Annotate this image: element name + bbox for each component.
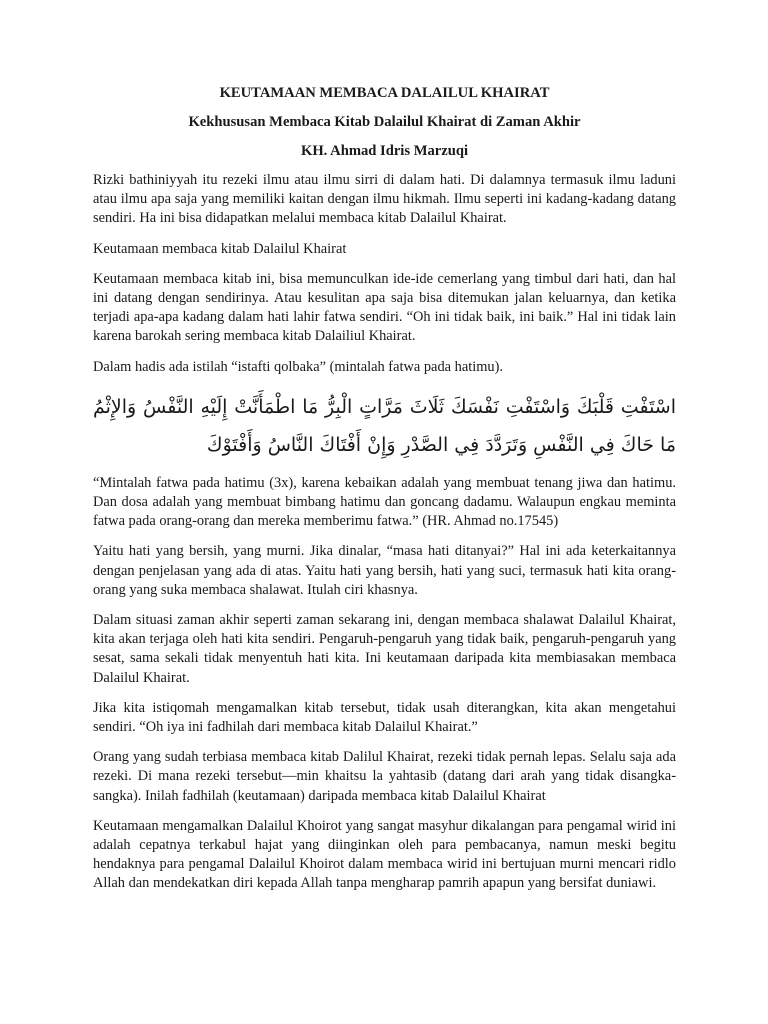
document-title: KEUTAMAAN MEMBACA DALAILUL KHAIRAT: [219, 85, 550, 101]
paragraph-4: Dalam hadis ada istilah “istafti qolbaka” (mintalah fatwa pada hatimu).: [93, 358, 503, 375]
paragraph-5: “Mintalah fatwa pada hatimu (3x), karena kebaikan adalah yang membuat tenang jiwa dan hatimu. Dan dosa adalah yang membuat bimbang hatimu dan goncang dadamu. Walaupun engkau meminta fatwa pada orang-orang dan mereka memberimu fatwa.” (HR. Ahmad no.17545): [93, 474, 676, 530]
paragraph-8: Jika kita istiqomah mengamalkan kitab tersebut, tidak usah diterangkan, kita akan mengetahui sendiri. “Oh iya ini fadhilah dari membaca kitab Dalailul Khairat.”: [93, 699, 676, 736]
paragraph-7: Dalam situasi zaman akhir seperti zaman sekarang ini, dengan membaca shalawat Dalailul Khairat, kita akan terjaga oleh hati kita sendiri. Pengaruh-pengaruh yang tidak baik, pengaruh-pengaruh yang sesat, sama sekali tidak menyentuh hati kita. Ini keutamaan daripada kita membiasakan membaca Dalailul Khairat.: [93, 612, 676, 686]
paragraph-1: Rizki bathiniyyah itu rezeki ilmu atau ilmu sirri di dalam hati. Di dalamnya termasuk ilmu laduni atau ilmu apa saja yang memiliki kaitan dengan ilmu hikmah. Ilmu seperti ini kadang-kadang datang sendiri. Ha ini bisa didapatkan melalui membaca kitab Dalailul Khairat.: [93, 172, 676, 227]
paragraph-2: Keutamaan membaca kitab Dalailul Khairat: [93, 240, 347, 257]
document-subtitle: Kekhususan Membaca Kitab Dalailul Khairat di Zaman Akhir: [188, 114, 581, 130]
arabic-hadith-text: اسْتَفْتِ قَلْبَكَ وَاسْتَفْتِ نَفْسَكَ ثَلَاثَ مَرَّاتٍ الْبِرُّ مَا اطْمَأَنَّتْ إِلَيْهِ النَّفْسُ وَالإِثْمُ مَا حَاكَ فِي النَّفْسِ وَتَرَدَّدَ فِي الصَّدْرِ وَإِنْ أَفْتَاكَ النَّاسُ وَأَفْتَوْكَ: [93, 395, 676, 456]
paragraph-3: Keutamaan membaca kitab ini, bisa memunculkan ide-ide cemerlang yang timbul dari hati, dan hal ini datang dengan sendirinya. Atau kesulitan apa saja bisa ditemukan jalan keluarnya, dan ketika terjadi apa-apa kadang dalam hati lahir fatwa sendiri. “Oh ini tidak baik, ini baik.” Hal ini tidak lain karena barokah sering membaca kitab Dalailiul Khairat.: [93, 270, 676, 345]
paragraph-6: Yaitu hati yang bersih, yang murni. Jika dinalar, “masa hati ditanyai?” Hal ini ada keterkaitannya dengan penjelasan yang ada di atas. Yaitu hati yang bersih, hati yang suci, termasuk hati kita orang-orang yang suka membaca shalawat. Itulah ciri khasnya.: [93, 543, 676, 598]
paragraph-10: Keutamaan mengamalkan Dalailul Khoirot yang sangat masyhur dikalangan para pengamal wirid ini adalah cepatnya terkabul hajat yang diinginkan oleh para pembacanya, namun meski begitu hendaknya para pengamal Dalailul Khoirot dalam membaca wirid ini bertujuan murni mencari ridlo Allah dan mendekatkan diri kepada Allah tanpa mengharap pamrih apapun yang bersifat duniawi.: [93, 817, 676, 892]
paragraph-9: Orang yang sudah terbiasa membaca kitab Dalilul Khairat, rezeki tidak pernah lepas. Selalu saja ada rezeki. Di mana rezeki tersebut—min khaitsu la yahtasib (datang dari arah yang tidak disangka-sangka). Inilah fadhilah (keutamaan) daripada membaca kitab Dalailul Khairat: [93, 749, 676, 804]
document-author: KH. Ahmad Idris Marzuqi: [300, 143, 469, 159]
